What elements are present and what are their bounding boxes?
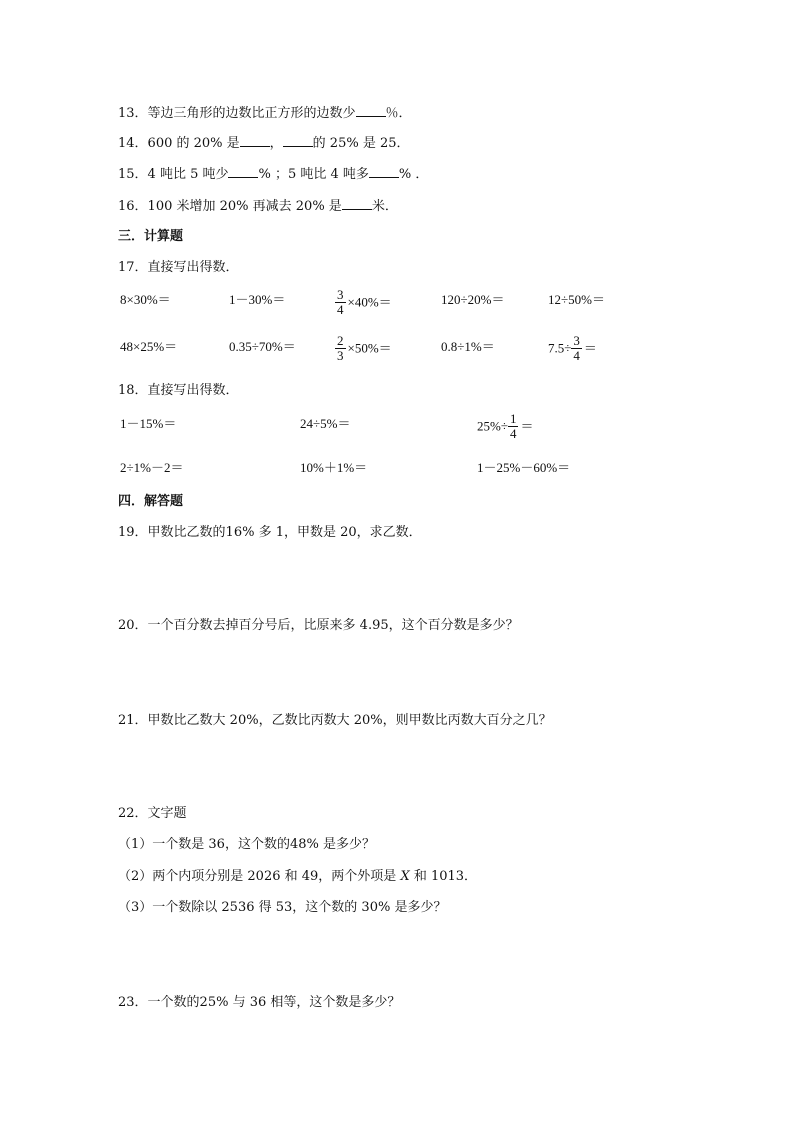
q17-expr-10: 7.5÷ $\frac{3}{4}$ ＝ [548, 333, 597, 363]
answer-blank[interactable] [228, 165, 258, 178]
q18-expr-5: 10%＋1%＝ [300, 460, 368, 475]
question-16-suffix: 米． [371, 199, 398, 214]
question-15-text: 15．4 吨比 5 吨少 [118, 167, 229, 182]
q17-expr-1: 8×30%＝ [120, 292, 171, 307]
q17-expr-3: $\frac{3}{4}$ ×40%＝ [337, 287, 392, 317]
q17-expr-5: 12÷50%＝ [548, 292, 605, 307]
question-14-text: 14．600 的 20% 是 [118, 136, 240, 151]
question-14-suffix: 的 25% 是 25． [312, 136, 410, 151]
question-13-text: 13．等边三角形的边数比正方形的边数少 [118, 106, 356, 121]
q17-expr-4: 120÷20%＝ [441, 292, 505, 307]
question-18-title: 18．直接写出得数． [118, 383, 239, 398]
q18-expr-2: 24÷5%＝ [300, 416, 351, 431]
question-22-part-3: （3）一个数除以 2536 得 53，这个数的 30% 是多少？ [118, 900, 447, 915]
question-15-mid: % ；5 吨比 4 吨多 [258, 167, 369, 182]
q17-expr-8: $\frac{2}{3}$ ×50%＝ [337, 333, 392, 363]
fraction: $\frac{1}{4}$ [509, 411, 517, 441]
question-16 [118, 197, 398, 216]
question-17-title: 17．直接写出得数． [118, 260, 239, 275]
answer-blank[interactable] [240, 134, 270, 147]
q17-expr-9: 0.8÷1%＝ [441, 339, 495, 354]
section-title-word-problems: 四．解答题 [118, 494, 184, 509]
q18-expr-1: 1－15%＝ [120, 416, 177, 431]
answer-blank[interactable] [283, 134, 313, 147]
q18-expr-3: 25%÷ $\frac{1}{4}$ ＝ [477, 411, 534, 441]
question-19: 19．甲数比乙数的16% 多 1，甲数是 20，求乙数． [118, 525, 422, 540]
q17-expr-7: 0.35÷70%＝ [229, 339, 296, 354]
answer-blank[interactable] [356, 104, 386, 117]
q18-expr-4: 2÷1%－2＝ [120, 460, 184, 475]
question-20: 20．一个百分数去掉百分号后，比原来多 4.95，这个百分数是多少？ [118, 618, 519, 633]
question-13 [118, 104, 412, 123]
q18-expr-6: 1－25%－60%＝ [477, 460, 571, 475]
fraction: $\frac{2}{3}$ [337, 333, 344, 363]
question-14 [118, 134, 410, 153]
q17-expr-2: 1－30%＝ [229, 292, 286, 307]
question-21: 21．甲数比乙数大 20%，乙数比丙数大 20%，则甲数比丙数大百分之几？ [118, 713, 552, 728]
question-14-comma: ， [269, 136, 283, 151]
fraction: $\frac{3}{4}$ [573, 333, 580, 363]
question-22-title: 22．文字题 [118, 806, 187, 821]
question-15 [118, 165, 428, 184]
question-23: 23．一个数的25% 与 36 相等，这个数是多少？ [118, 995, 401, 1010]
question-16-text: 16．100 米增加 20% 再减去 20% 是 [118, 199, 342, 214]
question-15-suffix: % ． [398, 167, 429, 182]
fraction: $\frac{3}{4}$ [337, 287, 344, 317]
question-22-part-1: （1）一个数是 36，这个数的48% 是多少？ [118, 837, 375, 852]
answer-blank[interactable] [342, 197, 372, 210]
question-22-part-2: （2）两个内项分别是 2026 和 49，两个外项是 X 和 1013． [118, 869, 478, 884]
answer-blank[interactable] [369, 165, 399, 178]
q17-expr-6: 48×25%＝ [120, 339, 178, 354]
question-13-suffix: ％． [385, 106, 412, 121]
section-title-calculation: 三．计算题 [118, 229, 184, 244]
variable-x: X [400, 869, 410, 884]
